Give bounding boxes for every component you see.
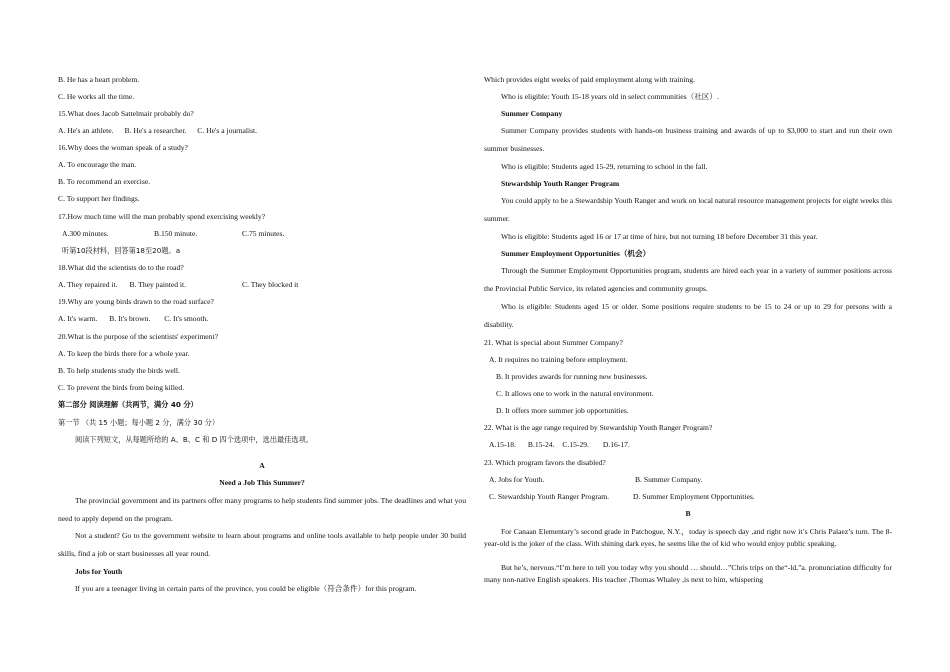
q16-option-a: A. To encourage the man. [58, 160, 137, 169]
question-17: 17.How much time will the man probably spend exercising weekly? [58, 212, 266, 221]
passage-a-paragraph-1: The provincial government and its partners offer many programs to help students find summer jobs. The deadlines and what you need to apply depend on the program. [58, 496, 466, 523]
q15-option-c: C. He's a journalist. [197, 126, 258, 135]
q21-option-c: C. It allows one to work in the natural environment. [496, 389, 654, 398]
q14-option-c: C. He works all the time. [58, 92, 135, 101]
q20-option-b: B. To help students study the birds well. [58, 366, 180, 375]
question-19-options [58, 314, 208, 324]
stewardship-description: You could apply to be a Stewardship Youth Ranger and work on local natural resource management projects for eight weeks this summer. [484, 196, 892, 223]
q23-option-d: D. Summer Employment Opportunities. [633, 492, 755, 501]
q16-option-c: C. To support her findings. [58, 194, 140, 203]
part-two-heading: 第二部分 阅读理解（共两节，满分 40 分） [58, 400, 198, 409]
q21-option-d: D. It offers more summer job opportunities. [496, 406, 629, 415]
q22-option-b: B.15-24. [527, 440, 555, 449]
jobs-for-youth-description: Which provides eight weeks of paid employment along with training. [484, 75, 695, 84]
seo-eligibility: Who is eligible: Students aged 15 or older. Some positions require students to be 15 to 24 or up to 29 for persons with a disability. [484, 302, 892, 329]
q23-option-b: B. Summer Company. [635, 475, 703, 484]
q21-option-b: B. It provides awards for running new businesses. [496, 372, 648, 381]
question-16: 16.Why does the woman speak of a study? [58, 143, 188, 152]
q18-option-c: C. They blocked it [242, 280, 299, 289]
passage-b-paragraph-1: For Canaan Elementary’s second grade in Patchogue, N.Y.，today is speech day ,and right now it’s Chris Palaez’s turn. The 8-year-old is the joker of the class. With shining dark eyes, he seems like the of kid who would enjoy public speaking. [484, 527, 892, 548]
q17-option-c: C.75 minutes. [242, 229, 285, 238]
section-one-heading: 第一节 （共 15 小题；每小题 2 分，满分 30 分） [58, 418, 220, 427]
question-19: 19.Why are young birds drawn to the road surface? [58, 297, 214, 306]
summer-company-description: Summer Company provides students with hands-on business training and awards of up to $3,000 to start and run their own summer businesses. [484, 126, 892, 153]
q15-option-b: B. He's a researcher. [124, 126, 187, 135]
question-21: 21. What is special about Summer Company? [484, 338, 623, 347]
q22-option-c: C.15-29. [562, 440, 589, 449]
seo-heading: Summer Employment Opportunities（机会） [501, 249, 651, 258]
q22-option-a: A.15-18. [489, 440, 516, 449]
q16-option-b: B. To recommend an exercise. [58, 177, 151, 186]
question-22: 22. What is the age range required by Stewardship Youth Ranger Program? [484, 423, 713, 432]
passage-a-label: A [259, 461, 265, 470]
stewardship-heading: Stewardship Youth Ranger Program [501, 179, 620, 188]
summer-company-heading: Summer Company [501, 109, 563, 118]
summer-company-eligibility: Who is eligible: Students aged 15-29, returning to school in the fall. [501, 162, 708, 171]
question-22-options [489, 440, 630, 450]
q15-option-a: A. He's an athlete. [58, 126, 114, 135]
q19-option-c: C. It's smooth. [164, 314, 209, 323]
q23-option-c: C. Stewardship Youth Ranger Program. [489, 492, 610, 501]
listening-instruction: 听第10段材料，回答第18至20题。a [62, 246, 181, 255]
jobs-for-youth-eligibility: Who is eligible: Youth 15-18 years old in select communities（社区）. [501, 92, 719, 101]
passage-a-title: Need a Job This Summer? [219, 478, 305, 487]
q19-option-b: B. It's brown. [109, 314, 151, 323]
q19-option-a: A. It's warm. [58, 314, 98, 323]
question-15-options [58, 126, 257, 136]
q17-option-b: B.150 minute. [154, 229, 198, 238]
q22-option-d: D.16-17. [602, 440, 630, 449]
reading-instruction: 阅读下列短文，从每题所给的 A、B、C 和 D 四个选项中，选出最佳选项。 [75, 435, 313, 444]
q23-option-a: A. Jobs for Youth. [489, 475, 545, 484]
passage-a-paragraph-2: Not a student? Go to the government website to learn about programs and online tools available to help people under 30 build skills, find a job or start businesses all year round. [58, 531, 466, 558]
q17-option-a: A.300 minutes. [62, 229, 109, 238]
q14-option-b: B. He has a heart problem. [58, 75, 140, 84]
question-18: 18.What did the scientists do to the road? [58, 263, 184, 272]
stewardship-eligibility: Who is eligible: Students aged 16 or 17 at time of hire, but not turning 18 before December 31 this year. [501, 232, 818, 241]
q20-option-c: C. To prevent the birds from being killed. [58, 383, 185, 392]
q18-option-b: B. They painted it. [129, 280, 187, 289]
seo-description: Through the Summer Employment Opportunities program, students are hired each year in a variety of summer positions across the Provincial Public Service, its related agencies and community groups. [484, 266, 892, 293]
question-23: 23. Which program favors the disabled? [484, 458, 606, 467]
q18-option-a: A. They repaired it. [58, 280, 118, 289]
passage-b-label: B [685, 509, 691, 518]
question-18-options [58, 280, 186, 290]
jobs-for-youth-heading: Jobs for Youth [75, 567, 123, 576]
passage-b-paragraph-2: But he’s, nervous.“I’m here to tell you today why you should … should…”Chris trips on the“-ld,”a. pronunciation difficulty for many non-native English speakers. His teacher ,Thomas Whaley ,is next to him, whispering [484, 563, 892, 584]
question-20: 20.What is the purpose of the scientists' experiment? [58, 332, 218, 341]
question-15: 15.What does Jacob Sattelmair probably do? [58, 109, 194, 118]
q20-option-a: A. To keep the birds there for a whole year. [58, 349, 190, 358]
passage-a-paragraph-3: If you are a teenager living in certain parts of the province, you could be eligible（符合条件）for this program. [75, 584, 417, 593]
q21-option-a: A. It requires no training before employment. [489, 355, 628, 364]
